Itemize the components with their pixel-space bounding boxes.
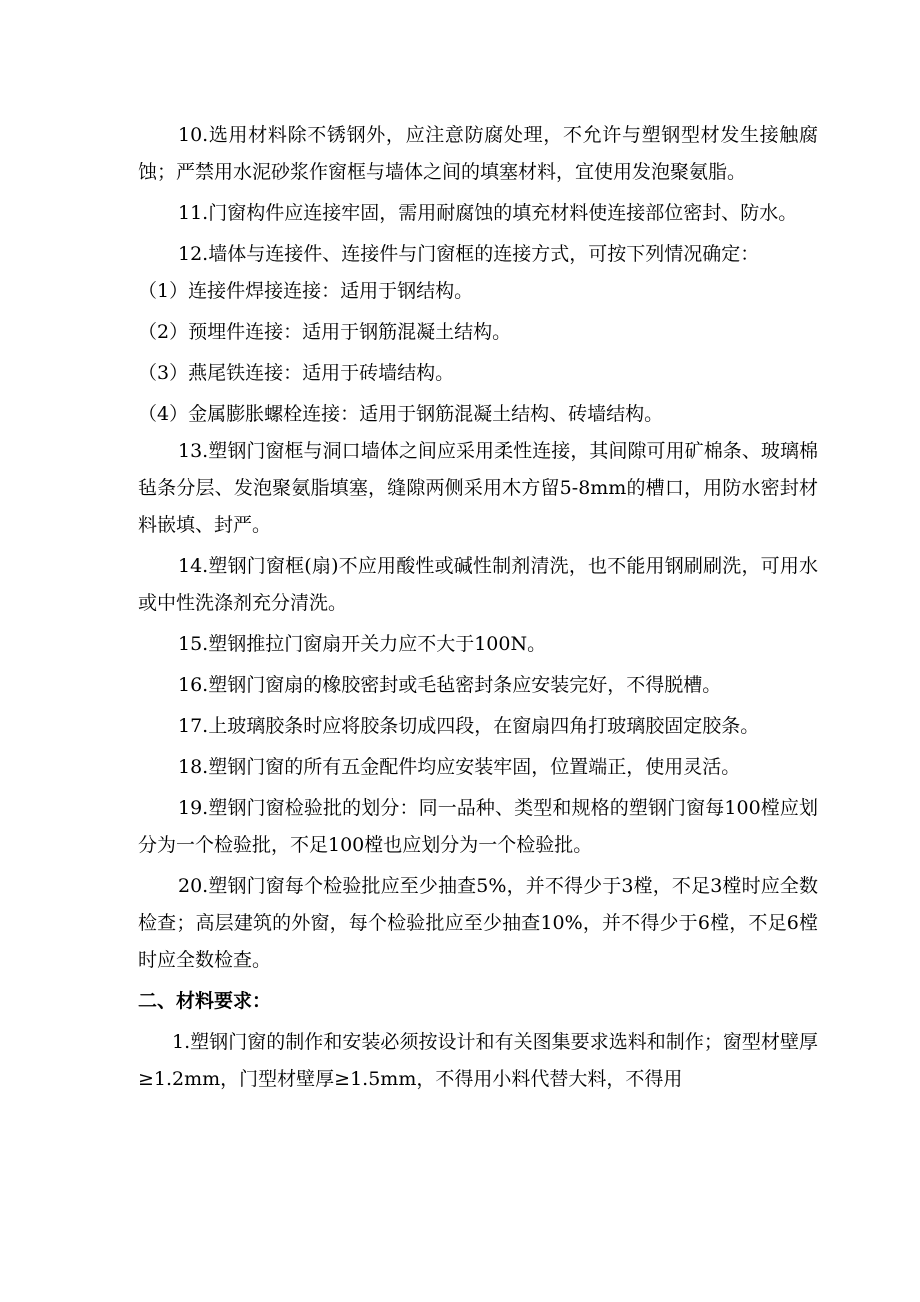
paragraph-11: 11.门窗构件应连接牢固，需用耐腐蚀的填充材料使连接部位密封、防水。 xyxy=(178,202,798,224)
paragraph-17: 17.上玻璃胶条时应将胶条切成四段，在窗扇四角打玻璃胶固定胶条。 xyxy=(178,715,760,737)
list-item-12-2: （2）预埋件连接：适用于钢筋混凝土结构。 xyxy=(138,321,512,343)
paragraph-18: 18.塑钢门窗的所有五金配件均应安装牢固，位置端正，使用灵活。 xyxy=(178,756,741,778)
document-body xyxy=(138,117,818,1098)
list-item-12-3: （3）燕尾铁连接：适用于砖墙结构。 xyxy=(138,362,455,384)
paragraph-14: 14.塑钢门窗框(扇)不应用酸性或碱性制剂清洗，也不能用钢刷刷洗，可用水或中性洗涤剂充分清洗。 xyxy=(138,555,818,614)
paragraph-10: 10.选用材料除不锈钢外，应注意防腐处理，不允许与塑钢型材发生接触腐蚀；严禁用水泥砂浆作窗框与墙体之间的填塞材料，宜使用发泡聚氨脂。 xyxy=(138,124,818,183)
paragraph-16: 16.塑钢门窗扇的橡胶密封或毛毡密封条应安装完好，不得脱槽。 xyxy=(178,674,722,696)
paragraph-19: 19.塑钢门窗检验批的划分：同一品种、类型和规格的塑钢门窗每100樘应划分为一个检验批，不足100樘也应划分为一个检验批。 xyxy=(138,797,818,856)
section-heading-materials: 二、材料要求： xyxy=(138,990,272,1012)
list-item-12-4: （4）金属膨胀螺栓连接：适用于钢筋混凝土结构、砖墙结构。 xyxy=(138,403,664,425)
list-item-12-1: （1）连接件焊接连接：适用于钢结构。 xyxy=(138,280,474,302)
paragraph-20: 20.塑钢门窗每个检验批应至少抽查5%，并不得少于3樘，不足3樘时应全数检查；高层建筑的外窗，每个检验批应至少抽查10%，并不得少于6樘，不足6樘时应全数检查。 xyxy=(138,875,818,971)
paragraph-13: 13.塑钢门窗框与洞口墙体之间应采用柔性连接，其间隙可用矿棉条、玻璃棉毡条分层、发泡聚氨脂填塞，缝隙两侧采用木方留5-8mm的槽口，用防水密封材料嵌填、封严。 xyxy=(138,440,818,536)
section2-paragraph-1: 1.塑钢门窗的制作和安装必须按设计和有关图集要求选料和制作；窗型材壁厚≥1.2mm，门型材壁厚≥1.5mm，不得用小料代替大料，不得用 xyxy=(138,1031,818,1090)
paragraph-12: 12.墙体与连接件、连接件与门窗框的连接方式，可按下列情况确定： xyxy=(178,243,760,265)
paragraph-15: 15.塑钢推拉门窗扇开关力应不大于100N。 xyxy=(178,633,547,655)
